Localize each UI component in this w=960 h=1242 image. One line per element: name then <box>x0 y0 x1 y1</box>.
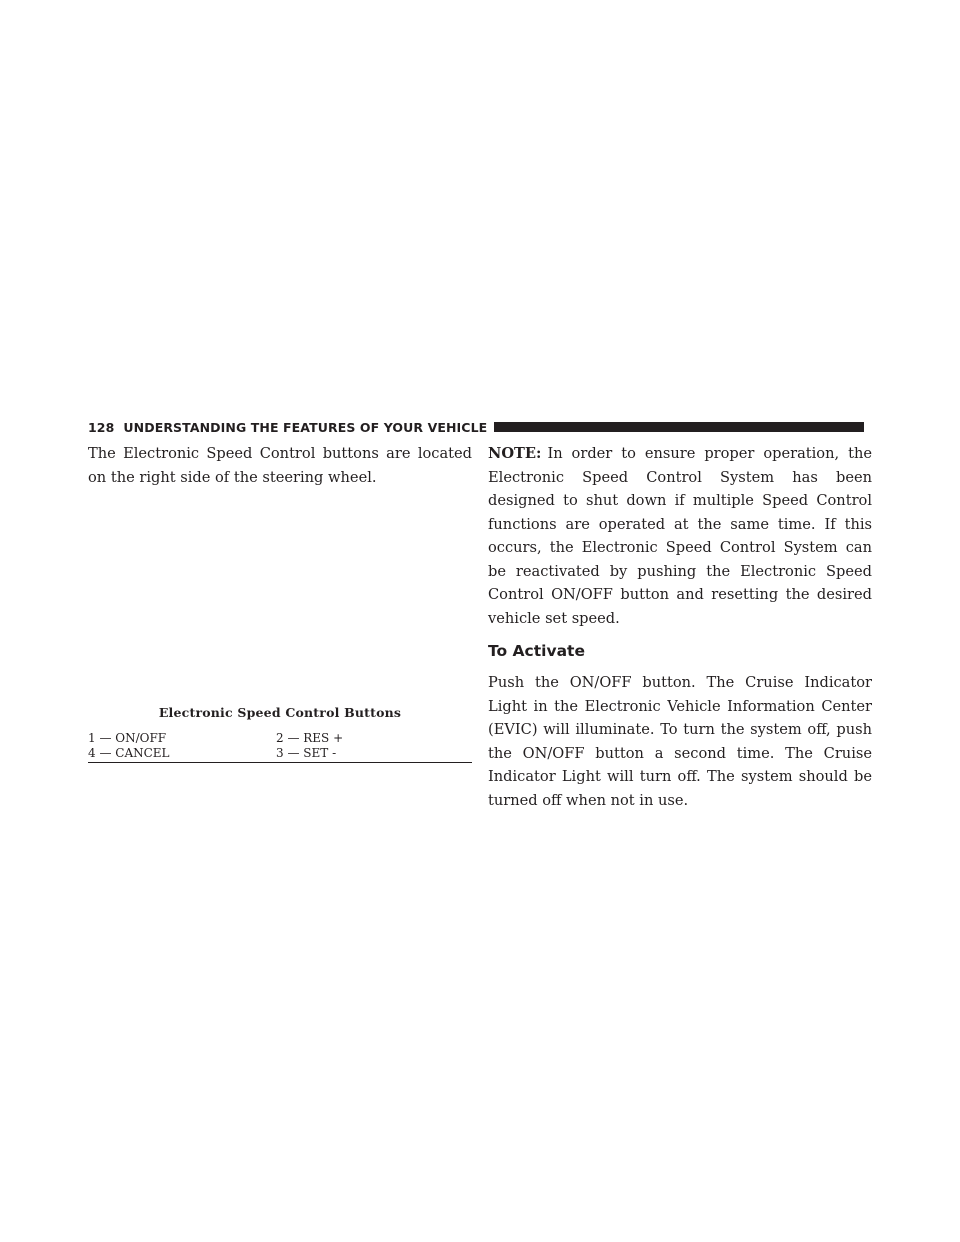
page-number: 128 <box>88 419 115 435</box>
legend-item-res-plus: 2 — RES + <box>276 731 344 745</box>
note-text: In order to ensure proper operation, the Electronic Speed Control System has been designed to shut down if multiple Speed Control functions are operated at the same time. If this occurs, the Electronic Speed Control System can be reactivated by pushing the Electronic Speed Control ON/OFF button and resetting the desired vehicle set speed. <box>488 445 872 627</box>
figure-caption: Electronic Speed Control Buttons <box>158 705 402 720</box>
header-text <box>88 420 487 435</box>
legend-item-cancel: 4 — CANCEL <box>88 746 170 760</box>
section-title: UNDERSTANDING THE FEATURES OF YOUR VEHICLE <box>123 419 488 435</box>
left-column <box>88 442 472 489</box>
section-heading-to-activate: To Activate <box>488 642 585 660</box>
figure-legend <box>88 731 472 761</box>
page-header <box>88 417 864 437</box>
intro-paragraph: The Electronic Speed Control buttons are located on the right side of the steering wheel. <box>88 445 472 486</box>
legend-row <box>88 731 472 746</box>
header-bar <box>494 422 864 432</box>
activate-paragraph: Push the ON/OFF button. The Cruise Indicator Light in the Electronic Vehicle Information Center (EVIC) will illuminate. To turn the system off, push the ON/OFF button a second time. The Cruise Indicator Light will turn off. The system should be turned off when not in use. <box>488 674 872 809</box>
note-paragraph <box>488 442 872 630</box>
figure-block <box>88 705 472 763</box>
legend-item-set-minus: 3 — SET - <box>276 746 337 760</box>
legend-item-on-off: 1 — ON/OFF <box>88 731 167 745</box>
right-column <box>488 442 872 812</box>
legend-divider <box>88 762 472 763</box>
legend-row <box>88 746 472 761</box>
note-label: NOTE: <box>488 445 542 462</box>
